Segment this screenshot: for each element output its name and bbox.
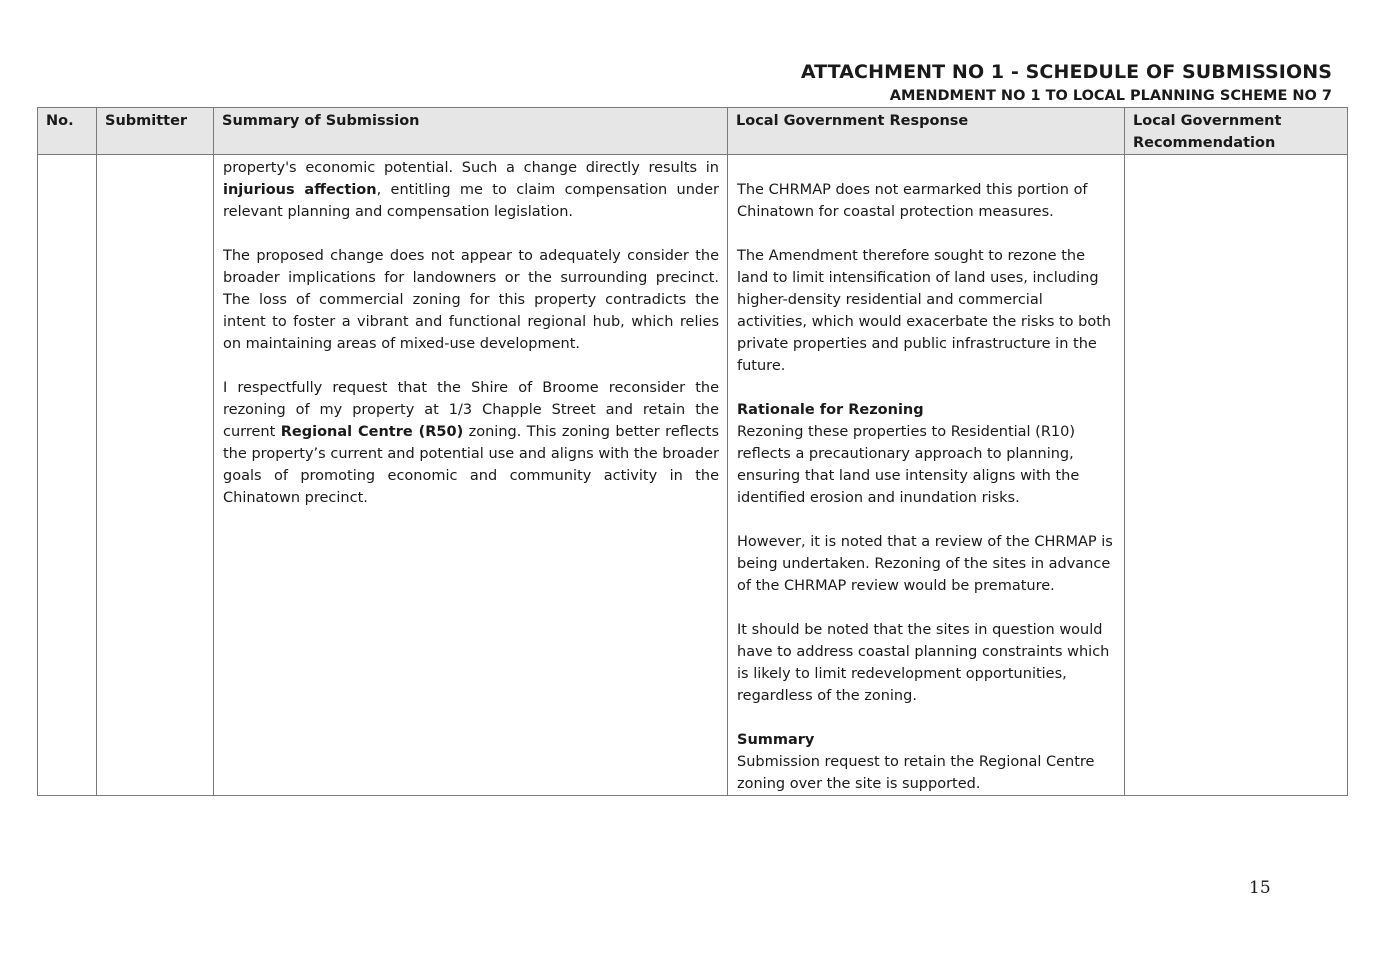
summary-paragraph-3	[223, 377, 719, 509]
summary-paragraph-2: The proposed change does not appear to adequately consider the broader implications for landowners or the surrounding precinct. The loss of commercial zoning for this property contradicts the intent to foster a vibrant and functional regional hub, which relies on maintaining areas of mixed-use development.	[223, 248, 719, 352]
document-title: ATTACHMENT NO 1 - SCHEDULE OF SUBMISSIONS	[800, 61, 1332, 83]
column-header-summary: Summary of Submission	[214, 108, 728, 155]
cell-response	[728, 155, 1125, 796]
cell-no	[38, 155, 97, 796]
document-subtitle: AMENDMENT NO 1 TO LOCAL PLANNING SCHEME NO 7	[889, 88, 1332, 104]
summary-p1-text: property's economic potential. Such a change directly results in	[223, 160, 719, 176]
summary-p3-text-end: zoning. This zoning better reflects the property’s current and potential use and aligns with the broader goals of promoting economic and community activity in the Chinatown precinct.	[223, 424, 720, 506]
summary-p3-bold: Regional Centre (R50)	[280, 424, 464, 440]
table-row	[38, 155, 1348, 796]
response-heading-summary: Summary	[737, 732, 815, 748]
cell-summary	[214, 155, 728, 796]
cell-submitter	[97, 155, 214, 796]
column-header-no: No.	[38, 108, 97, 155]
response-paragraph-1: The CHRMAP does not earmarked this portion of Chinatown for coastal protection measures.	[737, 182, 1088, 220]
summary-p1-bold: injurious affection	[223, 182, 377, 198]
response-paragraph-6: Submission request to retain the Regional Centre zoning over the site is supported.	[737, 754, 1095, 792]
column-header-response: Local Government Response	[728, 108, 1125, 155]
table-header-row	[38, 108, 1348, 155]
summary-p1-text-end: , entitling me to claim compensation under relevant planning and compensation legislation.	[223, 182, 719, 220]
cell-recommendation	[1125, 155, 1348, 796]
response-paragraph-5: It should be noted that the sites in question would have to address coastal planning constraints which is likely to limit redevelopment opportunities, regardless of the zoning.	[737, 622, 1110, 704]
submissions-table	[37, 107, 1348, 796]
summary-p3-text: I respectfully request that the Shire of Broome reconsider the rezoning of my property at 1/3 Chapple Street and retain the current	[223, 380, 719, 440]
response-paragraph-4: However, it is noted that a review of the CHRMAP is being undertaken. Rezoning of the sites in advance of the CHRMAP review would be premature.	[737, 534, 1113, 594]
page-number: 15	[1249, 878, 1271, 898]
response-paragraph-3: Rezoning these properties to Residential (R10) reflects a precautionary approach to planning, ensuring that land use intensity aligns with the identified erosion and inundation risks.	[737, 424, 1080, 506]
column-header-submitter: Submitter	[97, 108, 214, 155]
response-paragraph-2: The Amendment therefore sought to rezone the land to limit intensification of land uses, including higher-density residential and commercial activities, which would exacerbate the risks to both private properties and public infrastructure in the future.	[737, 248, 1112, 374]
response-heading-rationale: Rationale for Rezoning	[737, 402, 924, 418]
column-header-recommendation: Local Government Recommendation	[1125, 108, 1348, 155]
summary-paragraph-1	[223, 157, 719, 223]
